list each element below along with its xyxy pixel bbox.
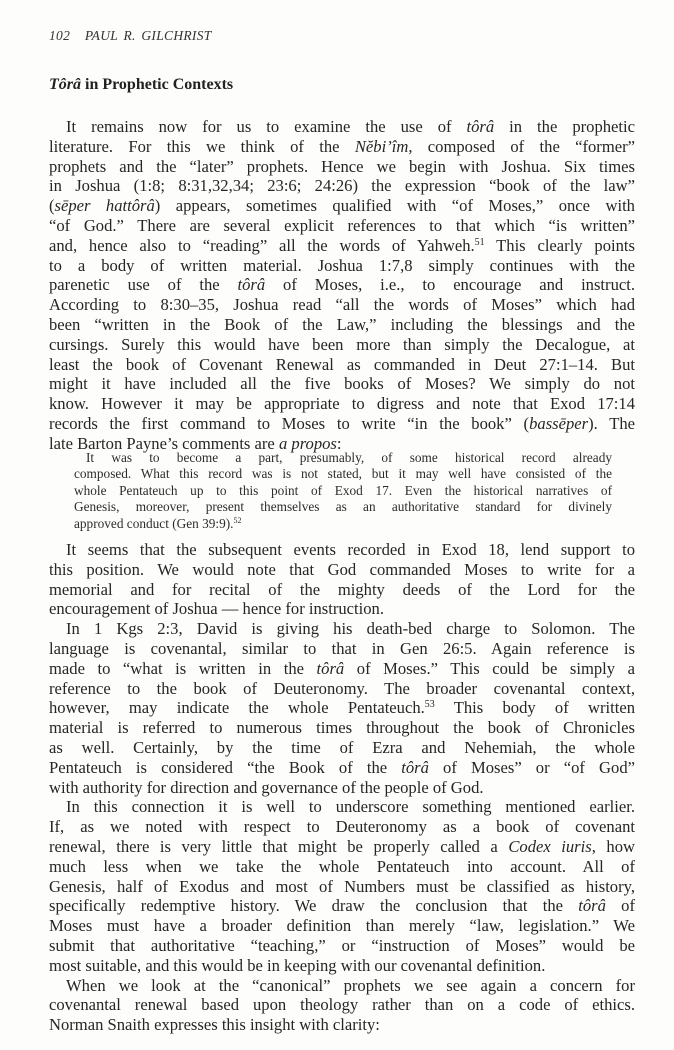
italic-term: tôrâ (401, 757, 429, 777)
text-line: language is covenantal, similar to that in Gen 26:5. Again reference is (49, 638, 635, 658)
italic-term: tôrâ (466, 117, 495, 136)
text-line: Genesis, moreover, present themselves as an authoritative standard for divinely (74, 499, 612, 515)
text-line: (sēper hattôrâ) appears, sometimes qualified with “of Moses,” once with (49, 196, 635, 216)
text-line: literature. For this we think of the Nĕbi’îm, composed of the “former” (49, 136, 635, 156)
footnote-ref: 53 (424, 699, 435, 711)
text-line: know. However it may be appropriate to digress and note that Exod 17:14 (49, 394, 635, 414)
italic-term: a propos (278, 433, 337, 453)
author-name: PAUL R. GILCHRIST (84, 28, 212, 43)
text-line: been “written in the Book of the Law,” including the blessings and the (49, 314, 635, 334)
text-line: encouragement of Joshua — hence for instruction. (49, 599, 384, 619)
text-line: however, may indicate the whole Pentateuch.$^{53}$ This body of written (49, 698, 636, 718)
text-line: with authority for direction and governance of the people of God. (49, 777, 484, 797)
section-heading-rest: in Prophetic Contexts (81, 76, 234, 93)
text-line: Moses must have a broader definition than merely “law, legislation.” We (49, 916, 635, 936)
text-line: cursings. Surely this would have been more than simply the Decalogue, at (49, 334, 635, 354)
italic-term: tôrâ (316, 658, 345, 678)
text-line: In 1 Kgs 2:3, David is giving his death-bed charge to Solomon. The (66, 619, 635, 639)
italic-term: Nĕbi’îm, (354, 136, 413, 156)
italic-term: tôrâ (237, 275, 266, 295)
text-line: reference to the book of Deuteronomy. The broader covenantal context, (49, 678, 635, 698)
text-line: According to 8:30–35, Joshua read “all the words of Moses” which had (49, 295, 635, 315)
text-line: Genesis, half of Exodus and most of Numbers must be classified as history, (49, 876, 635, 896)
text-line: material is referred to numerous times throughout the book of Chronicles (49, 718, 635, 738)
text-line: least the book of Covenant Renewal as commanded in Deut 27:1–14. But (49, 354, 635, 374)
text-line: memorial and for recital of the mighty deeds of the Lord for the (49, 579, 635, 599)
text-line: It was to become a part, presumably, of some historical record already (86, 450, 612, 465)
text-line: as well. Certainly, by the time of Ezra and Nehemiah, the whole (49, 737, 635, 757)
text-line: prophets and the “later” prophets. Hence we begin with Joshua. Six times (49, 156, 635, 176)
block-quote-payne (74, 450, 612, 532)
text-line: much less when we take the whole Pentateuch into account. All of (49, 856, 635, 876)
text-line: most suitable, and this would be in keeping with our covenantal definition. (49, 955, 546, 975)
italic-term: Codex iuris (508, 836, 592, 856)
text-line: approved conduct (Gen 39:9).$^{52}$ (74, 515, 242, 531)
running-header (49, 28, 212, 44)
text-line: and, hence also to “reading” all the words of Yahweh.$^{51}$ This clearly points (49, 235, 635, 255)
paragraph-intro (49, 117, 635, 454)
text-line: whole Pentateuch up to this point of Exod 17. Even the historical narratives of (74, 482, 612, 498)
text-line: composed. What this record was is not stated, but it may well have consisted of the (74, 466, 612, 482)
italic-term: sēper hattôrâ (54, 196, 155, 216)
text-line: covenantal renewal based upon theology rather than on a code of ethics. (49, 995, 635, 1015)
text-line: records the first command to Moses to write “in the book” (bassēper). The (49, 413, 635, 433)
page-number: 102 (49, 28, 71, 43)
text-line: might it have included all the five books of Moses? We simply do not (49, 374, 635, 394)
text-line: If, as we noted with respect to Deuteronomy as a book of covenant (49, 817, 635, 837)
text-line: It seems that the subsequent events recorded in Exod 18, lend support to (66, 540, 635, 559)
footnote-ref: 51 (474, 236, 485, 248)
text-line: parenetic use of the tôrâ of Moses, i.e., to encourage and instruct. (49, 275, 635, 295)
text-line: It remains now for us to examine the use of tôrâ in the prophetic (66, 117, 635, 136)
text-line: specifically redemptive history. We draw the conclusion that the tôrâ of (49, 896, 635, 916)
section-heading-italic: Tôrâ (49, 76, 81, 93)
text-line: late Barton Payne’s comments are a propos: (49, 433, 342, 453)
text-line: Norman Snaith expresses this insight with clarity: (49, 1015, 380, 1035)
footnote-ref: 52 (233, 515, 242, 525)
text-line: When we look at the “canonical” prophets we see again a concern for (66, 975, 635, 995)
text-line: to a body of written material. Joshua 1:7,8 simply continues with the (49, 255, 635, 275)
text-line: renewal, there is very little that might be properly called a Codex iuris, how (49, 836, 635, 856)
italic-term: tôrâ (578, 896, 606, 916)
text-line: made to “what is written in the tôrâ of Moses.” This could be simply a (49, 658, 635, 678)
paragraph-continuation (49, 540, 635, 1035)
section-heading (49, 76, 233, 94)
text-line: this position. We would note that God commanded Moses to write for a (49, 559, 635, 579)
text-line: submit that authoritative “teaching,” or “instruction of Moses” would be (49, 935, 635, 955)
text-line: Pentateuch is considered “the Book of the tôrâ of Moses” or “of God” (49, 757, 635, 777)
italic-term: bassēper (529, 413, 589, 433)
text-line: in Joshua (1:8; 8:31,32,34; 23:6; 24:26) the expression “book of the law” (49, 176, 635, 196)
text-line: In this connection it is well to underscore something mentioned earlier. (66, 797, 635, 817)
text-line: “of God.” There are several explicit references to that which “is written” (49, 215, 635, 235)
